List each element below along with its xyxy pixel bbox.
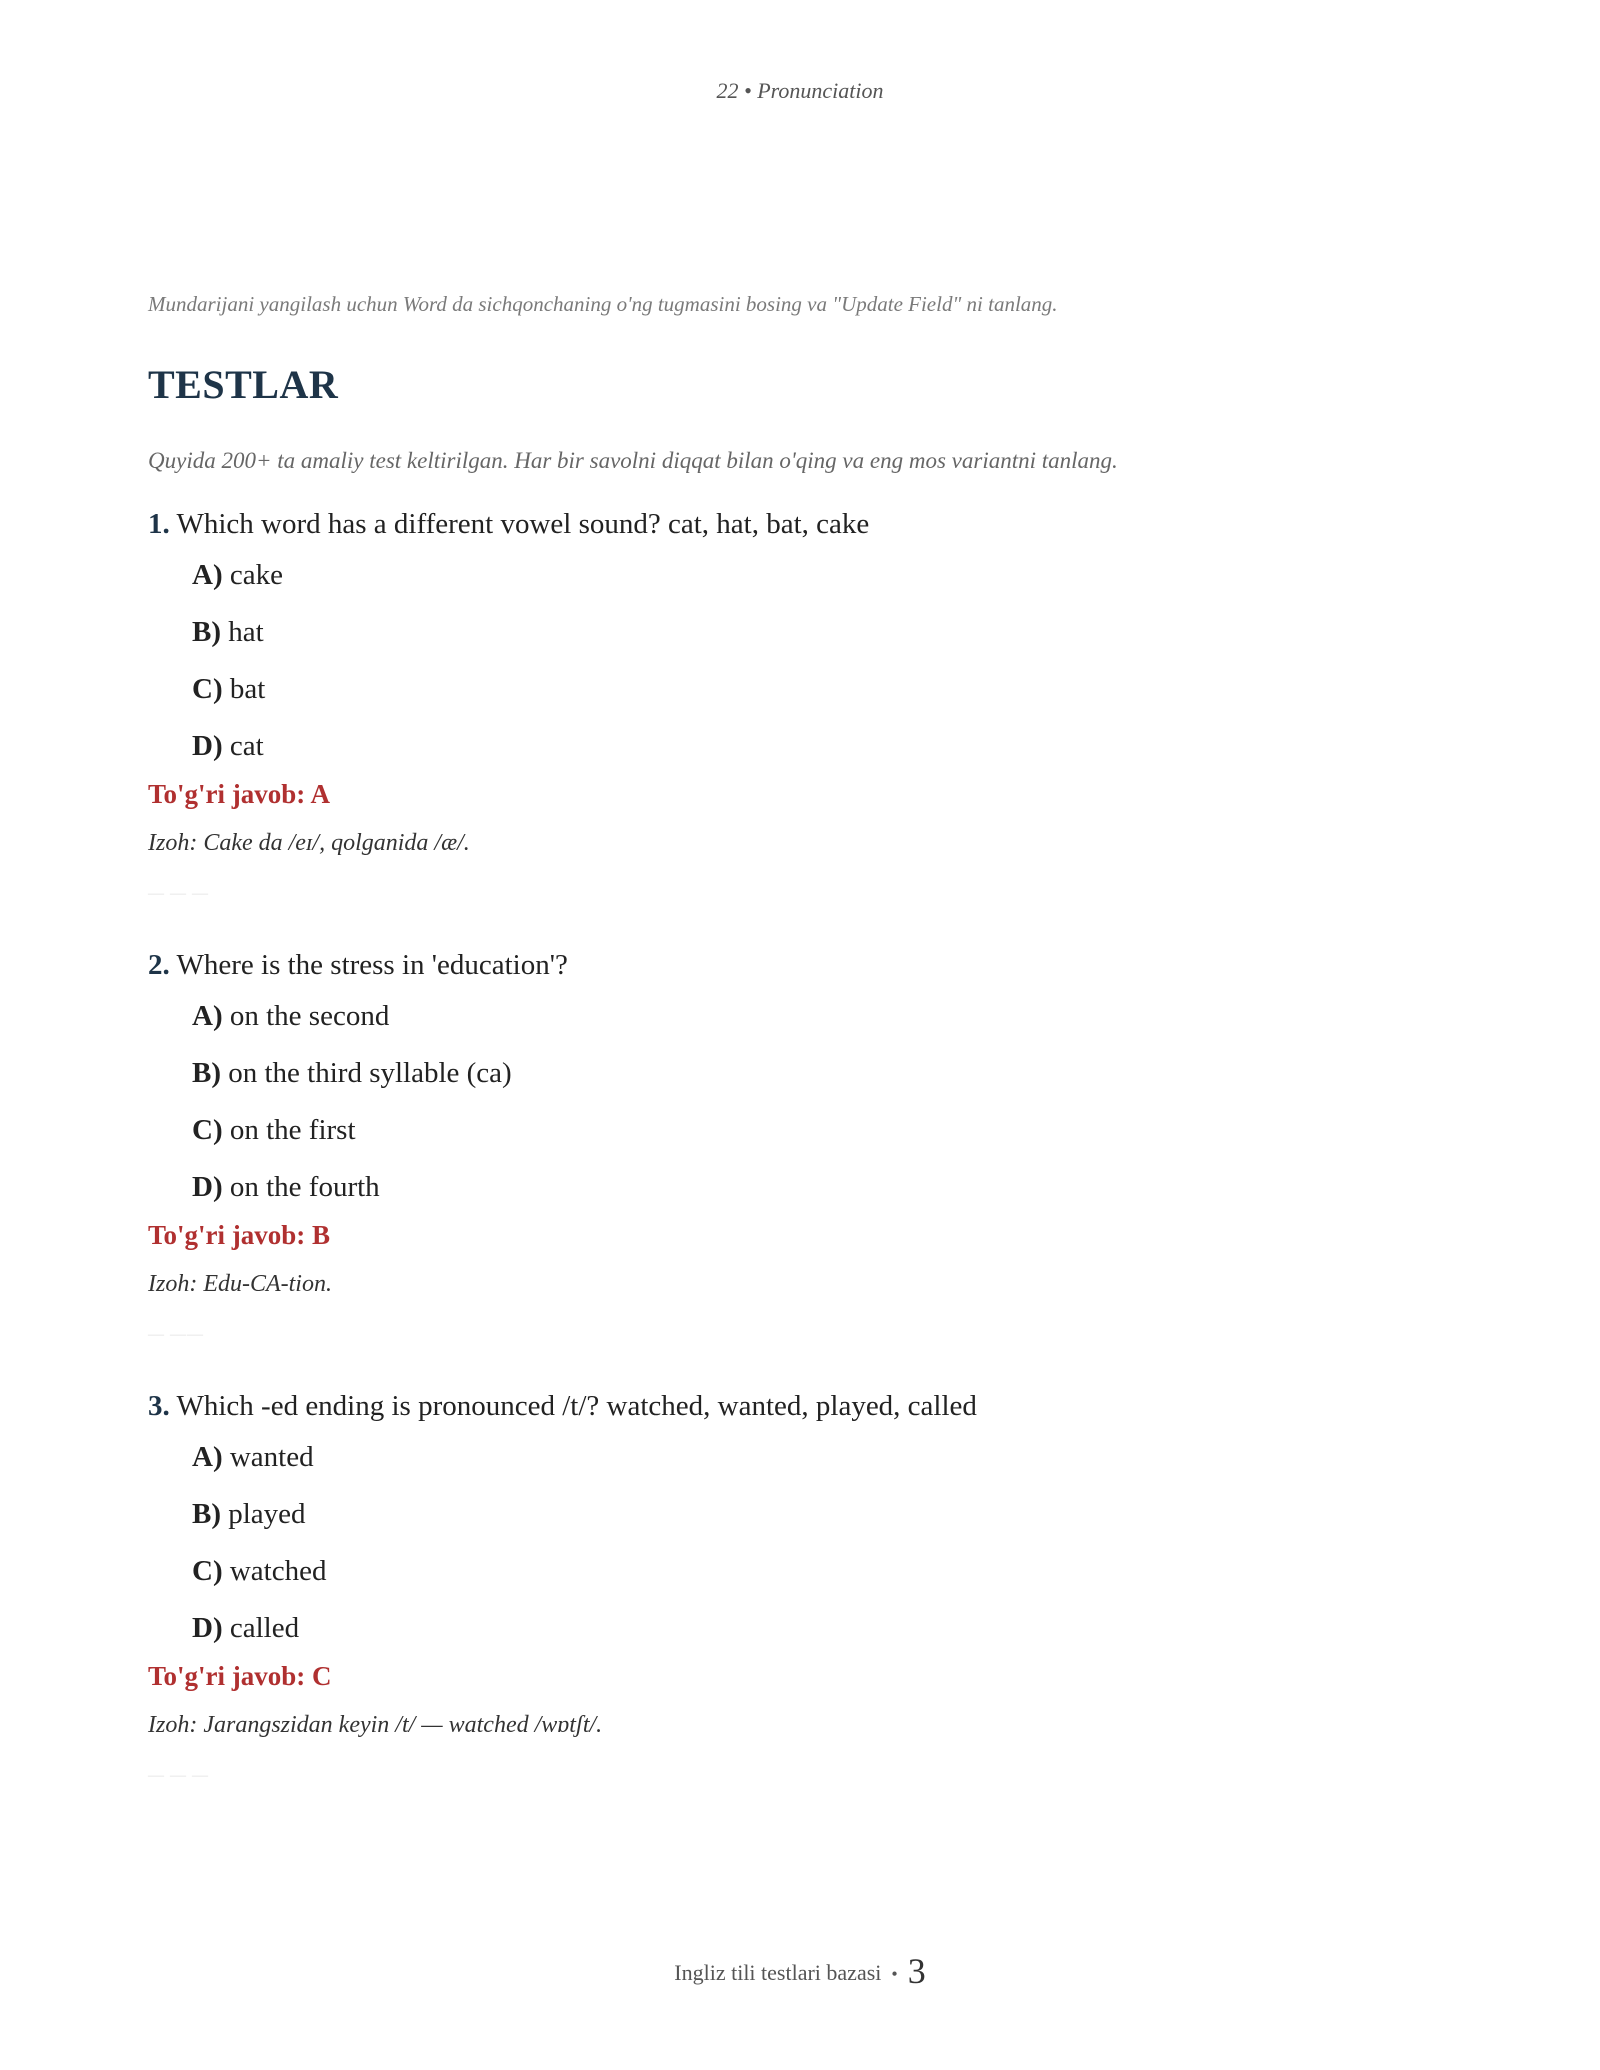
answer-explanation: Izoh: Edu-CA-tion. (148, 1271, 332, 1297)
question-text (148, 1390, 1468, 1423)
footer-bullet: • (891, 1964, 898, 1984)
option-text: on the first (229, 1114, 356, 1146)
option-d (192, 1159, 1468, 1216)
option-text: on the second (229, 1000, 390, 1032)
footer-book-title: Ingliz tili testlari bazasi (674, 1960, 882, 1985)
option-letter: B) (192, 1498, 221, 1530)
running-header: 22 • Pronunciation (716, 78, 884, 103)
correct-answer: To'g'ri javob: C (148, 1661, 332, 1691)
option-text: played (228, 1498, 306, 1530)
question-prompt: Which word has a different vowel sound? cat, hat, bat, cake (176, 508, 870, 540)
option-letter: A) (192, 1441, 223, 1473)
option-a (192, 547, 1468, 604)
option-letter: B) (192, 1057, 221, 1089)
toc-update-note: Mundarijani yangilash uchun Word da sichqonchaning o'ng tugmasini bosing va "Update Field" ni tanlang. (148, 292, 1058, 316)
option-text: hat (228, 616, 264, 648)
question-separator: — — — (148, 885, 209, 902)
question-separator: — — — (148, 1767, 209, 1784)
option-text: cat (229, 730, 264, 762)
section-title: TESTLAR (148, 362, 339, 407)
answer-explanation: Izoh: Cake da /eɪ/, qolganida /æ/. (148, 830, 470, 856)
option-d (192, 1600, 1468, 1657)
option-d (192, 718, 1468, 775)
answer-explanation: Izoh: Jarangszidan keyin /t/ — watched /wɒtʃt/. (148, 1712, 603, 1738)
page-number: 3 (907, 1951, 926, 1991)
question-text (148, 508, 1468, 541)
option-text: called (229, 1612, 300, 1644)
option-letter: C) (192, 673, 223, 705)
option-letter: D) (192, 1612, 223, 1644)
option-c (192, 1543, 1468, 1600)
correct-answer: To'g'ri javob: B (148, 1220, 331, 1250)
options-list (192, 547, 1468, 775)
option-text: on the third syllable (ca) (228, 1057, 512, 1089)
options-list (192, 988, 1468, 1216)
option-text: bat (229, 673, 266, 705)
option-text: wanted (229, 1441, 314, 1473)
page-footer (0, 1950, 1600, 1992)
question-number: 3. (148, 1390, 170, 1422)
option-letter: C) (192, 1114, 223, 1146)
question-separator: — —— (148, 1326, 204, 1343)
page-content (148, 292, 1468, 1787)
question-number: 2. (148, 949, 170, 981)
question-block-2 (148, 949, 1468, 1346)
question-text (148, 949, 1468, 982)
section-intro: Quyida 200+ ta amaliy test keltirilgan. Har bir savolni diqqat bilan o'qing va eng mos variantni tanlang. (148, 448, 1118, 473)
question-block-1 (148, 508, 1468, 905)
option-letter: D) (192, 730, 223, 762)
option-letter: C) (192, 1555, 223, 1587)
option-letter: A) (192, 1000, 223, 1032)
option-c (192, 1102, 1468, 1159)
question-prompt: Which -ed ending is pronounced /t/? watched, wanted, played, called (176, 1390, 977, 1422)
option-text: cake (229, 559, 283, 591)
option-letter: A) (192, 559, 223, 591)
question-number: 1. (148, 508, 170, 540)
option-a (192, 988, 1468, 1045)
option-c (192, 661, 1468, 718)
option-b (192, 1486, 1468, 1543)
option-a (192, 1429, 1468, 1486)
options-list (192, 1429, 1468, 1657)
option-text: on the fourth (229, 1171, 380, 1203)
option-b (192, 604, 1468, 661)
option-letter: D) (192, 1171, 223, 1203)
question-block-3 (148, 1390, 1468, 1787)
option-b (192, 1045, 1468, 1102)
option-letter: B) (192, 616, 221, 648)
option-text: watched (229, 1555, 327, 1587)
correct-answer: To'g'ri javob: A (148, 779, 331, 809)
question-prompt: Where is the stress in 'education'? (176, 949, 568, 981)
